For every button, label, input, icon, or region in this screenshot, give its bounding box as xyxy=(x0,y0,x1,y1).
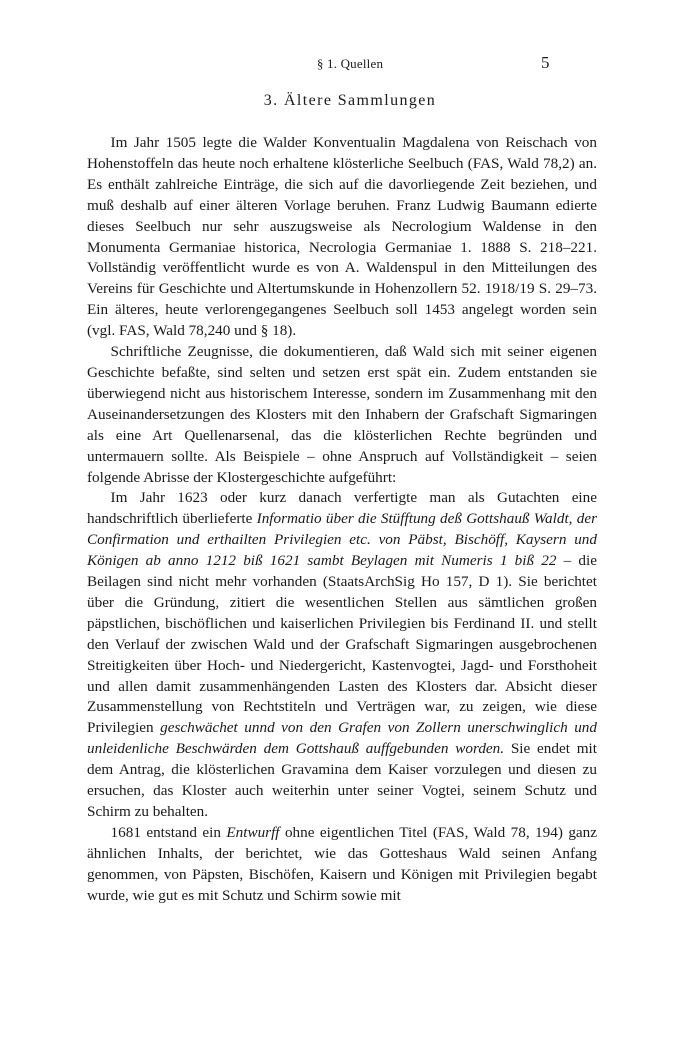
text-segment: Im Jahr 1505 legte die Walder Konventualin Magdalena von Reischach von Hohenstoffeln das heute noch erhaltene klösterliche Seelbuch (FAS, Wald 78,2) an. Es enthält zahlreiche Einträge, die sich auf die davorliegende Zeit beziehen, und muß deshalb auf einer älteren Vorlage beruhen. Franz Ludwig Baumann edierte dieses Seelbuch nur sehr auszugsweise als Necrologium Waldense in den Monumenta Germaniae historica, Necrologia Germaniae 1. 1888 S. 218–221. Vollständig veröffentlicht wurde es von A. Waldenspul in den Mitteilungen des Vereins für Geschichte und Altertumskunde in Hohenzollern 52. 1918/19 S. 29–73. Ein älteres, heute verlorengegangenes Seelbuch soll 1453 angelegt worden sein (vgl. FAS, Wald 78,240 und § 18). xyxy=(87,134,597,340)
italic-quote-segment: geschwächet unnd von den Grafen von Zollern unerschwinglich und unleidenliche Beschwärden dem Gottshauß auffgebunden worden. xyxy=(87,719,597,758)
paragraph xyxy=(87,823,597,907)
text-segment: Sie endet mit dem Antrag, die klösterlichen Gravamina dem Kaiser vorzulegen und diesen zu ersuchen, das Kloster auch weiterhin unter seiner Vogtei, seinem Schutz und Schirm zu behalten. xyxy=(87,740,597,820)
text-segment: 1681 entstand ein xyxy=(110,823,227,841)
text-segment: Schriftliche Zeugnisse, die dokumentieren, daß Wald sich mit seiner eigenen Geschichte befaßte, sind selten und setzen erst spät ein. Zudem entstanden sie überwiegend nicht aus historischem Interesse, sondern im Zusammenhang mit den Auseinandersetzungen des Klosters mit den Inhabern der Grafschaft Sigmaringen als eine Art Quellenarsenal, das die klösterlichen Rechte begründen und untermauern sollte. Als Beispiele – ohne Anspruch auf Vollständigkeit – seien folgende Abrisse der Klostergeschichte aufgeführt: xyxy=(87,343,597,486)
section-heading: 3. Ältere Sammlungen xyxy=(263,92,437,109)
text-segment: Im Jahr 1623 oder kurz danach verfertigte man als Gutachten eine handschriftlich überlieferte xyxy=(87,489,597,528)
text-segment: ohne eigentlichen Titel (FAS, Wald 78, 194) ganz ähnlichen Inhalts, der berichtet, wie das Gotteshaus Wald seinen Anfang genommen, von Päpsten, Bischöfen, Kaisern und Königen mit Privilegien begabt wurde, wie gut es mit Schutz und Schirm sowie mit xyxy=(87,823,597,904)
italic-title-segment: Entwurff xyxy=(226,823,280,841)
paragraph xyxy=(87,133,597,342)
paragraph xyxy=(87,488,597,823)
page-number: 5 xyxy=(541,53,550,72)
text-segment: – die Beilagen sind nicht mehr vorhanden (StaatsArchSig Ho 157, D 1). Sie berichtet über die Gründung, zitiert die wesentlichen Stellen aus sämtlichen großen päpstlichen, bischöflichen und kaiserlichen Privilegien bis Ferdinand II. und stellt den Verlauf der zwischen Wald und der Grafschaft Sigmaringen ausgebrochenen Streitigkeiten über Hoch- und Niedergericht, Kastenvogtei, Jagd- und Forsthoheit und allen damit zusammenhängenden Lasten des Klosters dar. Absicht dieser Zusammenstellung von Rechtstiteln und Verträgen war, zu zeigen, wie diese Privilegien xyxy=(87,552,597,737)
running-head: § 1. Quellen xyxy=(316,56,384,71)
italic-title-segment: Informatio über die Stüfftung deß Gottshauß Waldt, der Confirmation und erthailten Privilegien etc. von Päbst, Bischöff, Kaysern und Königen ab anno 1212 biß 1621 sambt Beylagen mit Numeris 1 biß 22 xyxy=(87,510,597,570)
paragraph xyxy=(87,342,597,488)
body-text xyxy=(87,133,597,907)
